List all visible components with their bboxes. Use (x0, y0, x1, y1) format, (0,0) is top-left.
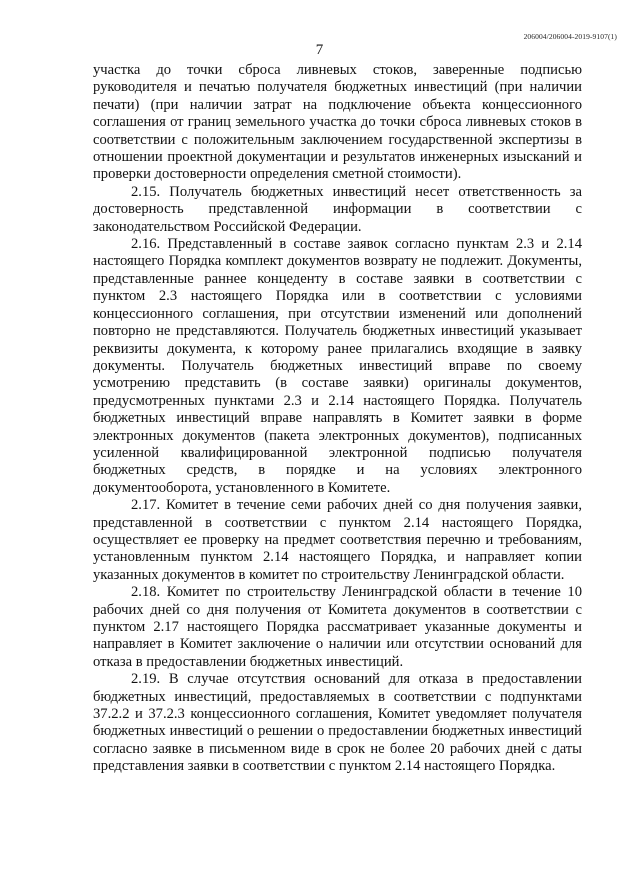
document-id: 206004/206004-2019-9107(1) (523, 32, 617, 41)
paragraph-2-15: 2.15. Получатель бюджетных инвестиций несет ответственность за достоверность представленной информации в соответствии с законодательством Российской Федерации. (93, 183, 582, 235)
paragraph-2-16: 2.16. Представленный в составе заявок согласно пунктам 2.3 и 2.14 настоящего Порядка комплект документов возврату не подлежит. Документы, представленные раннее концеденту в составе заявки в соответствии с пунктом 2.3 настоящего Порядка или в соответствии с условиями концессионного соглашения, при отсутствии изменений или дополнений повторно не представляются. Получатель бюджетных инвестиций указывает реквизиты документа, к которому ранее прилагались входящие в заявку документы. Получатель бюджетных инвестиций вправе по своему усмотрению представить (в составе заявки) оригиналы документов, предусмотренных пунктами 2.3 и 2.14 настоящего Порядка. Получатель бюджетных инвестиций вправе направлять в Комитет заявки в форме электронных документов (пакета электронных документов), подписанных усиленной квалифицированной электронной подписью получателя бюджетных средств, в порядке и на условиях электронного документооборота, установленного в Комитете. (93, 236, 582, 496)
paragraph-2-17: 2.17. Комитет в течение семи рабочих дней со дня получения заявки, представленной в соответствии с пунктом 2.14 настоящего Порядка, осуществляет ее проверку на предмет соответствия перечню и требованиям, установленным пунктом 2.14 настоящего Порядка, и направляет копии указанных документов в комитет по строительству Ленинградской области. (93, 497, 582, 583)
document-body (93, 62, 582, 776)
paragraph-continuation: участка до точки сброса ливневых стоков, заверенные подписью руководителя и печатью получателя бюджетных инвестиций (при наличии печати) (при наличии затрат на подключение объекта концессионного соглашения от границ земельного участка до точки сброса ливневых стоков в соответствии с положительным заключением государственной экспертизы в отношении проектной документации и результатов инженерных изысканий и проверки достоверности определения сметной стоимости). (93, 62, 582, 183)
paragraph-2-18: 2.18. Комитет по строительству Ленинградской области в течение 10 рабочих дней со дня получения от Комитета документов в соответствии с пунктом 2.17 настоящего Порядка рассматривает указанные документы и направляет в Комитет заключение о наличии или отсутствии оснований для отказа в предоставлении бюджетных инвестиций. (93, 584, 582, 670)
paragraph-2-19: 2.19. В случае отсутствия оснований для отказа в предоставлении бюджетных инвестиций, предоставляемых в соответствии с подпунктами 37.2.2 и 37.2.3 концессионного соглашения, Комитет уведомляет получателя бюджетных инвестиций о решении о предоставлении бюджетных инвестиций согласно заявке в письменном виде в срок не более 20 рабочих дней с даты представления заявки в соответствии с пунктом 2.14 настоящего Порядка. (93, 671, 582, 775)
page-number: 7 (315, 42, 324, 58)
